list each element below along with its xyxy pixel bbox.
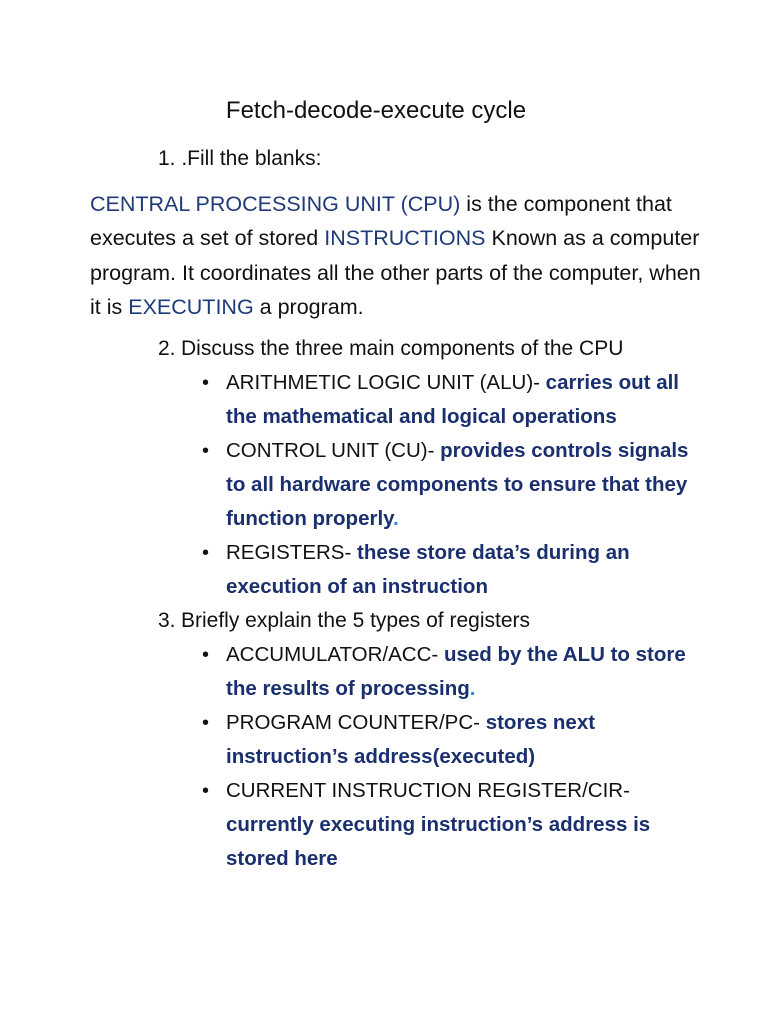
component-answer: provides controls signals to all hardware components to ensure that they function properly (226, 439, 689, 531)
list-item (202, 706, 692, 774)
blank-answer-executing: EXECUTING (128, 294, 254, 319)
bullet-icon: • (202, 644, 210, 666)
question-2-number: 2. (158, 337, 176, 360)
blank-answer-instructions: INSTRUCTIONS (324, 226, 486, 251)
register-term: ACCUMULATOR/ACC- (226, 643, 444, 666)
component-term: CONTROL UNIT (CU)- (226, 439, 441, 462)
question-1-label: 1. .Fill the blanks: (158, 147, 322, 170)
paragraph-text-1: is the component that executes a set of stored (90, 192, 672, 251)
page-title: Fetch-decode-execute cycle (225, 97, 527, 124)
blank-answer-cpu: CENTRAL PROCESSING UNIT (CPU) (90, 192, 461, 216)
question-3-number: 3. (158, 609, 176, 632)
list-item (202, 536, 692, 604)
bullet-icon: • (202, 440, 210, 462)
question-3-heading (158, 604, 530, 638)
register-answer: currently executing instruction’s address is stored here (226, 813, 651, 871)
component-answer: carries out all the mathematical and logical operations (226, 371, 679, 429)
component-term: ARITHMETIC LOGIC UNIT (ALU)- (226, 371, 546, 394)
bullet-icon: • (202, 542, 210, 564)
question-2-heading (158, 332, 623, 366)
list-item (202, 434, 692, 537)
register-answer: used by the ALU to store the results of processing (226, 643, 686, 701)
paragraph-text-2: Known as a computer program. It coordinates all the other parts of the computer, when it is (90, 226, 701, 319)
component-term: REGISTERS- (226, 541, 357, 564)
answer-trailing-dot: . (393, 507, 399, 531)
register-answer: stores next instruction’s address(executed) (226, 711, 596, 769)
register-term: PROGRAM COUNTER/PC- (226, 711, 486, 734)
question-2-label: Discuss the three main components of the CPU (181, 337, 624, 360)
list-item (202, 638, 692, 706)
bullet-icon: • (202, 712, 210, 734)
list-item (202, 774, 692, 877)
register-term: CURRENT INSTRUCTION REGISTER/CIR- (226, 779, 630, 802)
paragraph-text-3: a program. (253, 294, 364, 319)
question-3-label: Briefly explain the 5 types of registers (181, 609, 531, 632)
answer-trailing-dot: . (469, 677, 476, 701)
fill-blanks-paragraph (90, 187, 710, 324)
list-item (202, 366, 692, 434)
bullet-icon: • (202, 780, 210, 802)
component-answer: these store data’s during an execution of an instruction (226, 541, 630, 599)
bullet-icon: • (202, 372, 210, 394)
